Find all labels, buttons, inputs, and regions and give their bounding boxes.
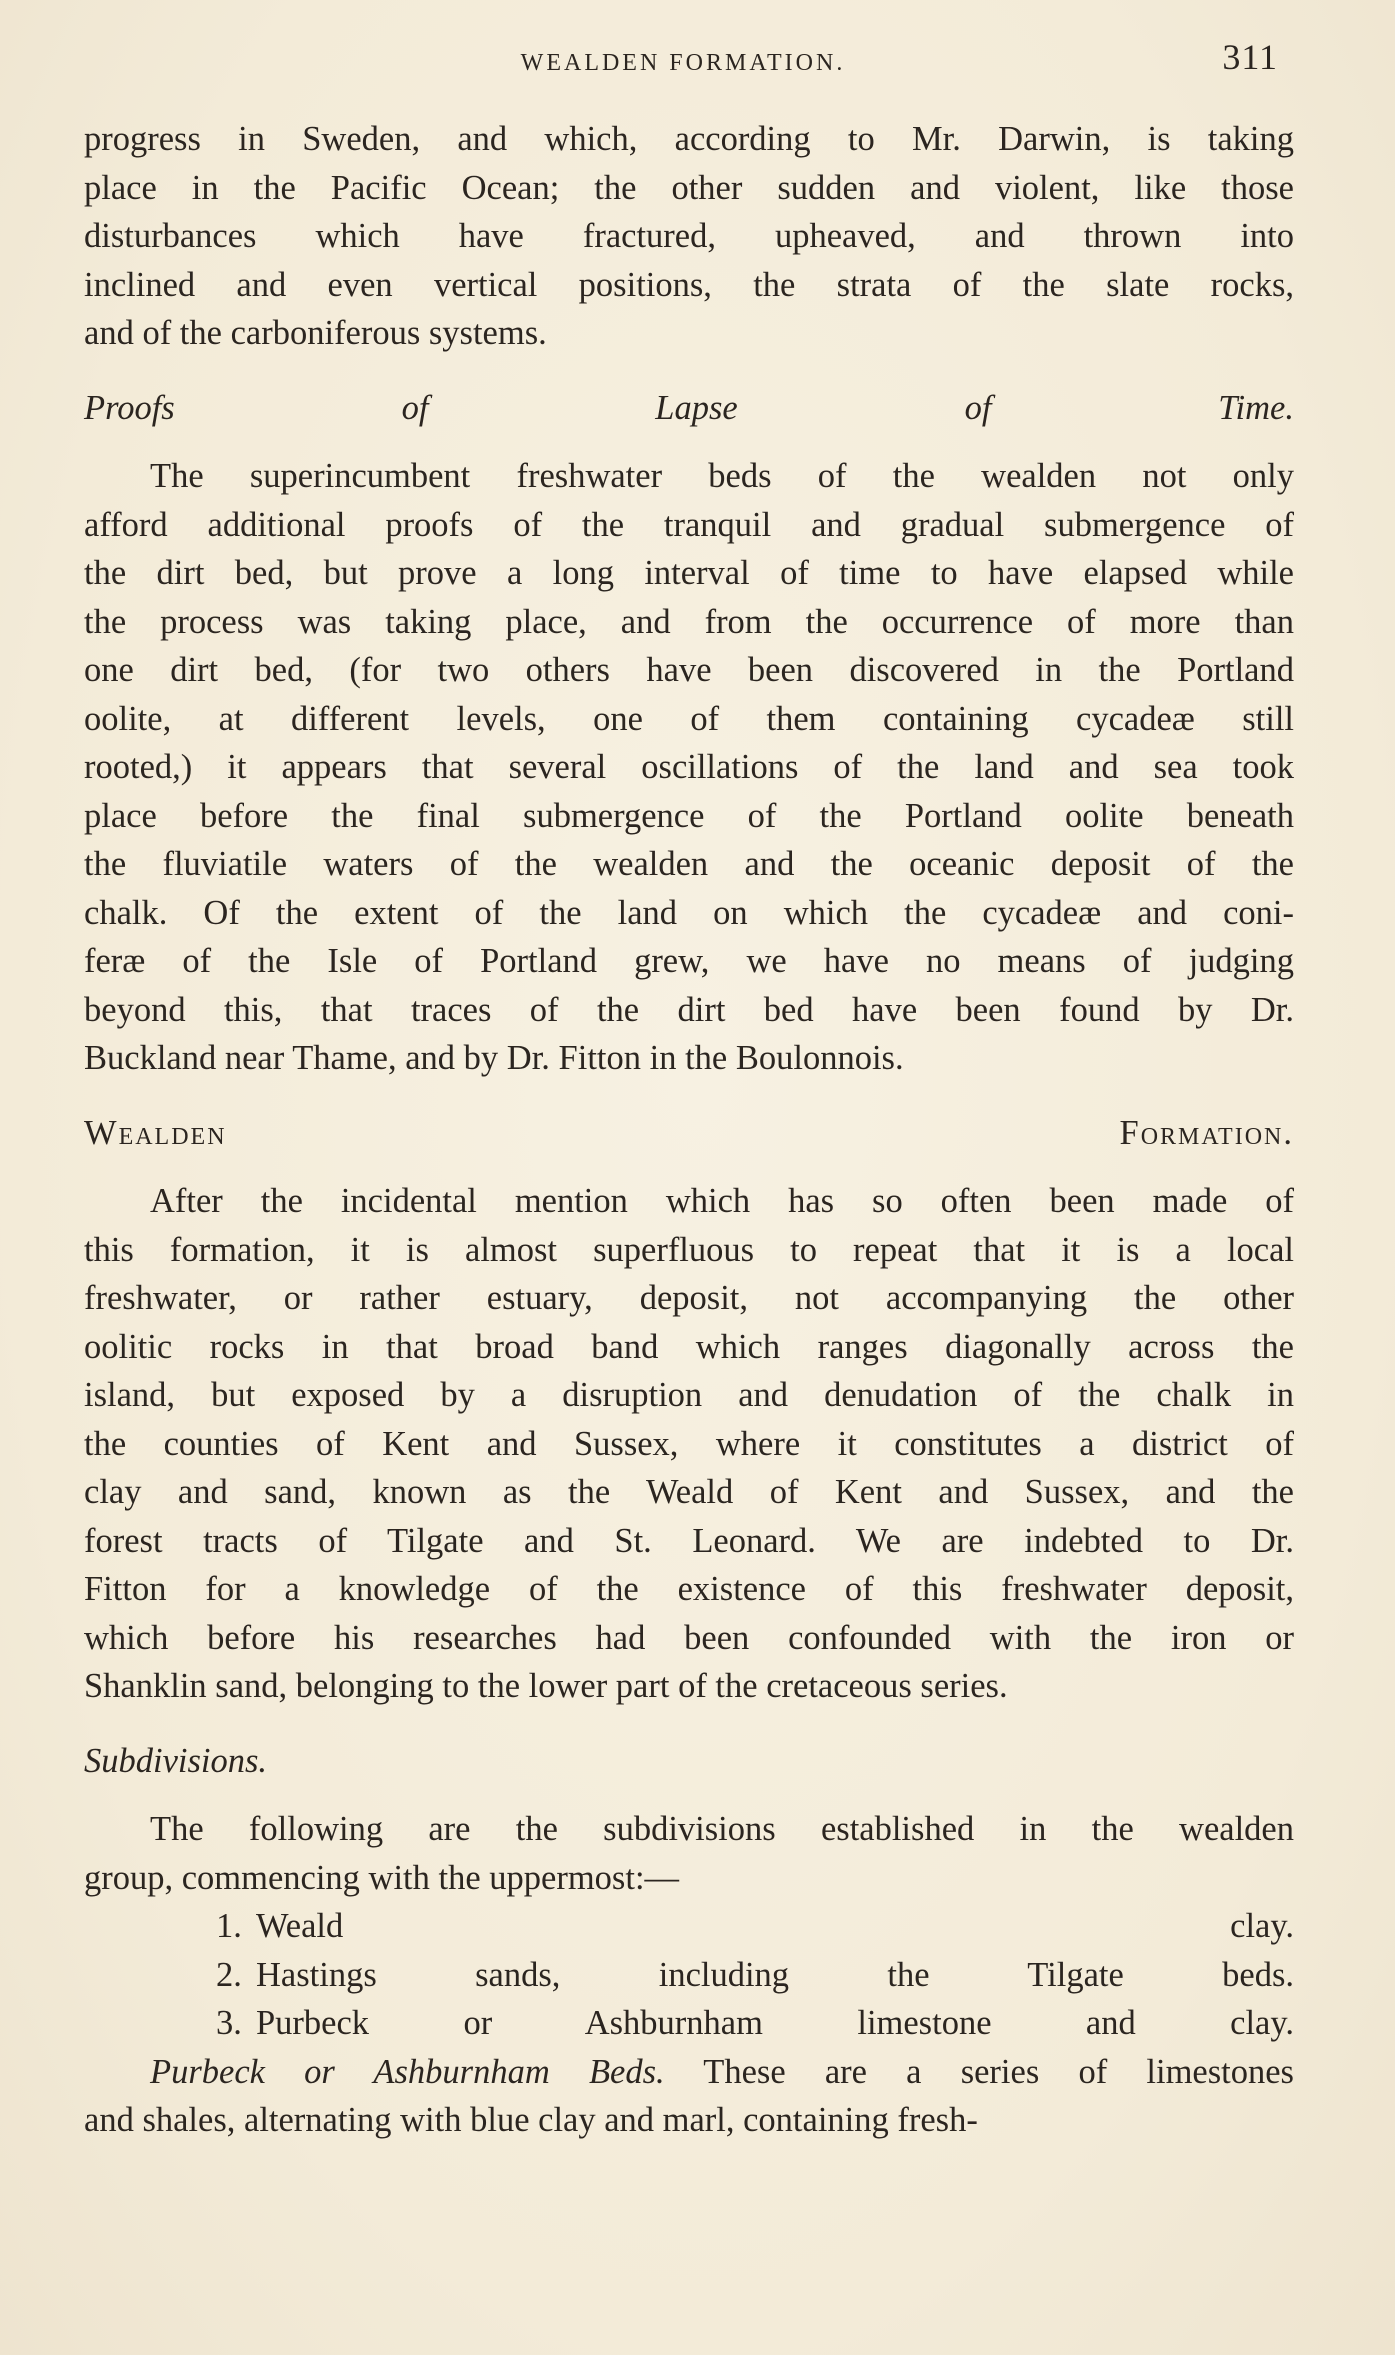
text-line — [84, 2048, 1294, 2097]
section-heading-subdivisions: Subdivisions. — [84, 1741, 268, 1780]
section-heading-wealden: Wealden Formation. — [84, 1113, 1294, 1152]
text-line: rooted,) it appears that several oscillations of the land and sea took — [84, 748, 1294, 786]
text-line: inclined and even vertical positions, the strata of the slate rocks, — [84, 265, 1294, 304]
section-heading-proofs: Proofs of Lapse of Time. — [84, 388, 1294, 427]
text-line: After the incidental mention which has so often been made of — [150, 1182, 1294, 1220]
text-line: island, but exposed by a disruption and denudation of the chalk in — [84, 1376, 1294, 1414]
text-line: freshwater, or rather estuary, deposit, not accompanying the other — [84, 1279, 1294, 1317]
subdivision-list — [84, 1902, 1294, 2048]
text-line: Fitton for a knowledge of the existence of this freshwater deposit, — [84, 1570, 1294, 1608]
text-line: Buckland near Thame, and by Dr. Fitton in the Boulonnois. — [84, 1039, 904, 1077]
run-in-heading: Purbeck or Ashburnham Beds. — [150, 2052, 665, 2091]
text-line: beyond this, that traces of the dirt bed have been found by Dr. — [84, 990, 1294, 1029]
paragraph-3 — [84, 1177, 1294, 1711]
text-line: The following are the subdivisions established in the wealden — [150, 1810, 1294, 1848]
list-number: 2. — [216, 1955, 242, 1994]
list-item — [84, 1999, 1294, 2048]
text-line: disturbances which have fractured, upheaved, and thrown into — [84, 217, 1294, 255]
text-line: the dirt bed, but prove a long interval of time to have elapsed while — [84, 554, 1294, 592]
page-header — [88, 36, 1278, 86]
paragraph-1 — [84, 115, 1294, 358]
text-line: oolitic rocks in that broad band which ranges diagonally across the — [84, 1327, 1294, 1366]
text-line: chalk. Of the extent of the land on which the cycadeæ and coni- — [84, 893, 1294, 932]
text-run: These are a series of limestones — [703, 2052, 1294, 2091]
text-line: group, commencing with the uppermost:— — [84, 1858, 680, 1897]
text-line: The superincumbent freshwater beds of the wealden not only — [150, 457, 1294, 495]
paragraph-2 — [84, 452, 1294, 1083]
paragraph-4 — [84, 1805, 1294, 1902]
list-number: 3. — [216, 2004, 242, 2042]
text-line: the fluviatile waters of the wealden and the oceanic deposit of the — [84, 845, 1294, 883]
text-line: progress in Sweden, and which, according to Mr. Darwin, is taking — [84, 120, 1294, 158]
text-line: Shanklin sand, belonging to the lower part of the cretaceous series. — [84, 1667, 1008, 1705]
list-item — [84, 1951, 1294, 2000]
text-line: oolite, at different levels, one of them containing cycadeæ still — [84, 699, 1294, 738]
paragraph-5 — [84, 2048, 1294, 2145]
page-number: 311 — [1222, 37, 1278, 77]
text-line: place before the final submergence of the Portland oolite beneath — [84, 796, 1294, 835]
list-number: 1. — [216, 1907, 242, 1945]
list-text: Hastings sands, including the Tilgate beds. — [256, 1955, 1294, 1994]
text-line: this formation, it is almost superfluous to repeat that it is a local — [84, 1230, 1294, 1269]
text-line: which before his researches had been confounded with the iron or — [84, 1618, 1294, 1657]
text-line: the counties of Kent and Sussex, where it constitutes a district of — [84, 1424, 1294, 1463]
list-text: Purbeck or Ashburnham limestone and clay. — [256, 2004, 1294, 2042]
body-text — [84, 115, 1294, 2145]
text-line: the process was taking place, and from the occurrence of more than — [84, 602, 1294, 641]
text-line: place in the Pacific Ocean; the other sudden and violent, like those — [84, 168, 1294, 207]
list-text: Weald clay. — [256, 1907, 1294, 1945]
running-head: WEALDEN FORMATION. — [520, 50, 846, 76]
text-line: and shales, alternating with blue clay and marl, containing fresh- — [84, 2101, 978, 2139]
text-line: forest tracts of Tilgate and St. Leonard. We are indebted to Dr. — [84, 1521, 1294, 1560]
text-line: and of the carboniferous systems. — [84, 314, 547, 352]
text-line: afford additional proofs of the tranquil and gradual submergence of — [84, 505, 1294, 544]
text-line: clay and sand, known as the Weald of Kent and Sussex, and the — [84, 1473, 1294, 1511]
text-line: one dirt bed, (for two others have been discovered in the Portland — [84, 651, 1294, 689]
text-line: feræ of the Isle of Portland grew, we have no means of judging — [84, 942, 1294, 980]
list-item — [84, 1902, 1294, 1951]
